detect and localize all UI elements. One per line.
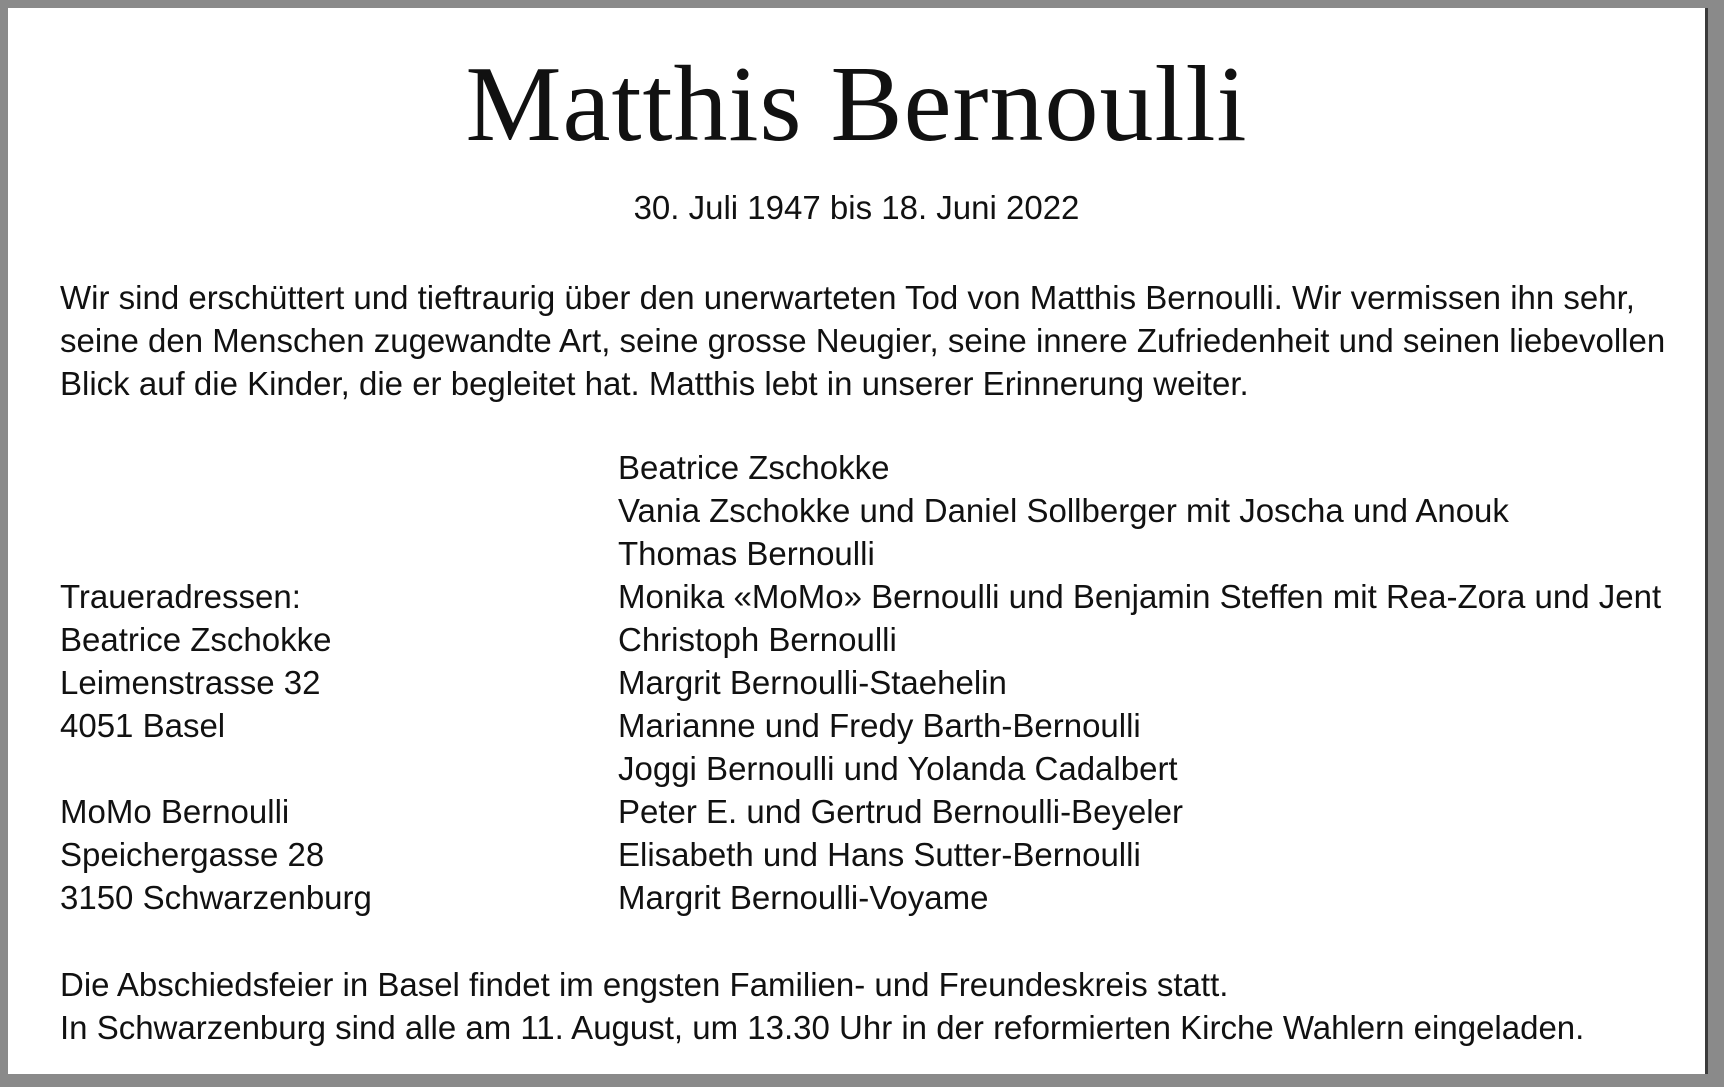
intro-paragraph	[60, 276, 1670, 405]
intro-line: Blick auf die Kinder, die er begleitet hat. Matthis lebt in unserer Erinnerung weiter.	[60, 365, 1249, 402]
mourner-entry: Vania Zschokke und Daniel Sollberger mit Joscha und Anouk	[618, 492, 1509, 529]
address-heading: Traueradressen:	[60, 578, 301, 615]
mourner-entry: Margrit Bernoulli-Voyame	[618, 879, 989, 916]
mourner-entry: Peter E. und Gertrud Bernoulli-Beyeler	[618, 793, 1183, 830]
mourner-entry: Joggi Bernoulli und Yolanda Cadalbert	[618, 750, 1178, 787]
mourner-entry: Thomas Bernoulli	[618, 535, 875, 572]
address-city: 3150 Schwarzenburg	[60, 879, 372, 916]
address-street: Speichergasse 28	[60, 836, 325, 873]
address-street: Leimenstrasse 32	[60, 664, 321, 701]
ceremony-line: Die Abschiedsfeier in Basel findet im engsten Familien- und Freundeskreis statt.	[60, 966, 1229, 1003]
mourner-entry: Christoph Bernoulli	[618, 621, 897, 658]
mourners-list	[618, 446, 1678, 919]
mourner-entry: Beatrice Zschokke	[618, 449, 890, 486]
deceased-name: Matthis Bernoulli	[465, 45, 1248, 164]
intro-line: seine den Menschen zugewandte Art, seine grosse Neugier, seine innere Zufriedenheit und seinen liebevollen	[60, 322, 1666, 359]
mourning-addresses	[60, 575, 600, 919]
mourner-entry: Marianne und Fredy Barth-Bernoulli	[618, 707, 1141, 744]
address-city: 4051 Basel	[60, 707, 226, 744]
intro-line: Wir sind erschüttert und tieftraurig über den unerwarteten Tod von Matthis Bernoulli. Wir vermissen ihn sehr,	[60, 279, 1635, 316]
mourner-entry: Elisabeth und Hans Sutter-Bernoulli	[618, 836, 1141, 873]
obituary-notice	[8, 8, 1708, 1074]
ceremony-line: In Schwarzenburg sind alle am 11. August, um 13.30 Uhr in der reformierten Kirche Wahlern eingeladen.	[60, 1009, 1585, 1046]
mourner-entry: Monika «MoMo» Bernoulli und Benjamin Steffen mit Rea-Zora und Jent	[618, 578, 1662, 615]
address-spacer	[60, 747, 600, 790]
life-dates: 30. Juli 1947 bis 18. Juni 2022	[633, 189, 1080, 226]
address-name: Beatrice Zschokke	[60, 621, 332, 658]
ceremony-info	[60, 963, 1670, 1049]
mourner-entry: Margrit Bernoulli-Staehelin	[618, 664, 1007, 701]
address-name: MoMo Bernoulli	[60, 793, 290, 830]
